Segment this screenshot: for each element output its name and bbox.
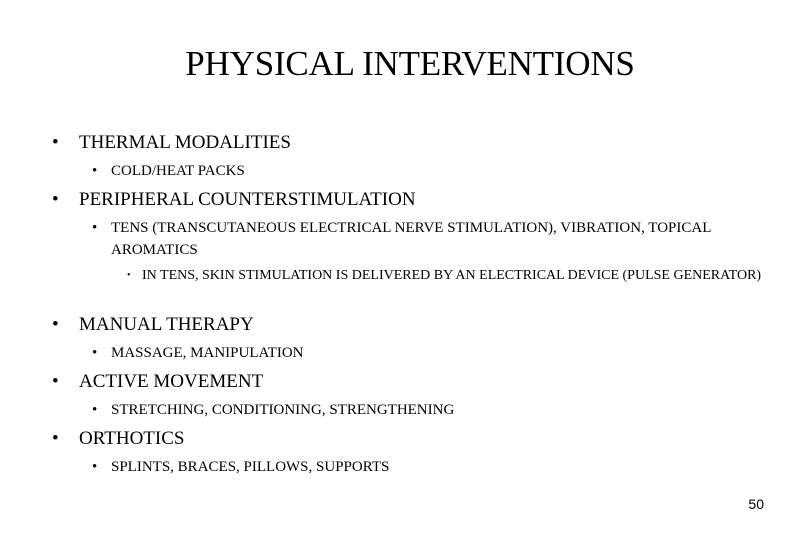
bullet-icon: • — [127, 270, 131, 281]
bullet-text: ACTIVE MOVEMENT — [79, 371, 264, 392]
sub-bullet-text: MASSAGE, MANIPULATION — [111, 345, 304, 361]
bullet-item-manual-therapy — [52, 314, 254, 336]
sub-bullet-stretching — [92, 399, 454, 421]
bullet-icon: • — [52, 189, 59, 210]
sub-bullet-massage-manipulation — [92, 342, 304, 364]
bullet-text: MANUAL THERAPY — [79, 314, 254, 335]
bullet-icon: • — [92, 163, 98, 179]
sub-sub-bullet-text: IN TENS, SKIN STIMULATION IS DELIVERED BY AN ELECTRICAL DEVICE (PULSE GENERATOR) — [142, 268, 762, 283]
bullet-item-thermal-modalities — [52, 132, 291, 154]
sub-bullet-text: STRETCHING, CONDITIONING, STRENGTHENING — [111, 402, 455, 418]
sub-bullet-text: SPLINTS, BRACES, PILLOWS, SUPPORTS — [111, 459, 390, 475]
bullet-icon: • — [92, 345, 98, 361]
bullet-icon: • — [92, 220, 98, 236]
slide-title: PHYSICAL INTERVENTIONS — [185, 44, 635, 83]
bullet-item-orthotics — [52, 428, 184, 450]
sub-bullet-splints — [92, 456, 389, 478]
bullet-item-peripheral-counterstimulation — [52, 189, 416, 211]
bullet-icon: • — [92, 459, 98, 475]
bullet-text: ORTHOTICS — [79, 428, 185, 449]
page-number: 50 — [748, 496, 764, 512]
bullet-icon: • — [52, 371, 59, 392]
bullet-icon: • — [92, 402, 98, 418]
bullet-icon: • — [52, 428, 59, 449]
sub-bullet-cold-heat-packs — [92, 160, 245, 182]
sub-sub-bullet-tens-detail — [127, 265, 767, 286]
sub-bullet-text: TENS (TRANSCUTANEOUS ELECTRICAL NERVE STIMULATION), VIBRATION, TOPICAL AROMATICS — [111, 220, 711, 258]
bullet-text: THERMAL MODALITIES — [79, 132, 291, 153]
sub-bullet-tens — [92, 217, 772, 261]
bullet-icon: • — [52, 314, 59, 335]
bullet-icon: • — [52, 132, 59, 153]
bullet-text: PERIPHERAL COUNTERSTIMULATION — [79, 189, 416, 210]
bullet-item-active-movement — [52, 371, 263, 393]
sub-bullet-text: COLD/HEAT PACKS — [111, 163, 245, 179]
